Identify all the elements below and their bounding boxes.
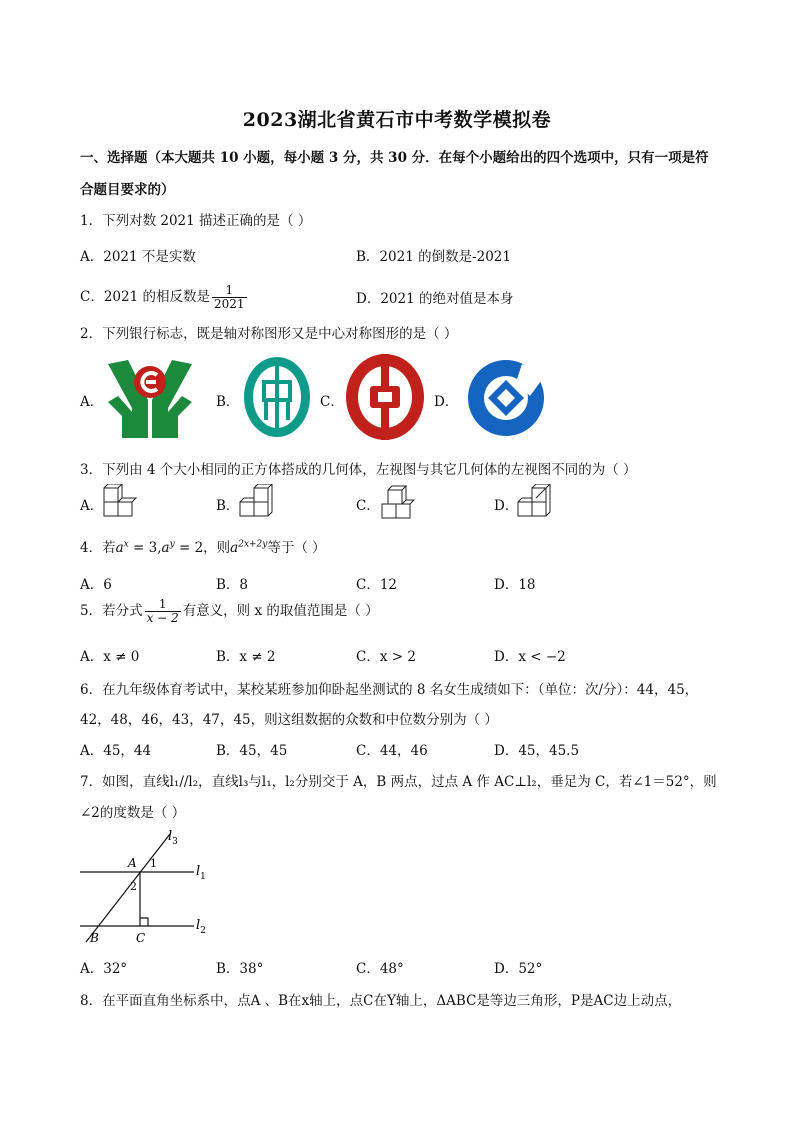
q2-label-b: B． — [216, 394, 240, 410]
q1-option-c — [80, 284, 249, 311]
q7-option-c: C．48° — [356, 961, 404, 977]
q6-option-b: B．45，45 — [216, 743, 288, 759]
q1-option-b: B．2021 的倒数是-2021 — [356, 249, 511, 265]
label-b: B — [90, 931, 99, 945]
q5-option-d: D．x < −2 — [494, 649, 566, 665]
q3-options — [80, 484, 740, 518]
q1-option-a: A．2021 不是实数 — [80, 249, 196, 265]
q1-options-row2 — [80, 278, 740, 312]
q6-option-c: C．44，46 — [356, 743, 428, 759]
q4-option-d: D．18 — [494, 577, 536, 593]
label-c: C — [136, 931, 146, 945]
q4-exp-x: x — [123, 539, 129, 550]
q4-var-a1: a — [115, 540, 124, 556]
q7-stem-line1: 7．如图，直线l₁//l₂，直线l₃与l₁，l₂分别交于 A，B 两点，过点 A 作 AC⊥l₂，垂足为 C，若∠1＝52°，则 — [80, 774, 717, 790]
label-l2: $l_2$ — [196, 918, 206, 936]
q5-fraction — [145, 598, 181, 625]
q4-option-b: B．8 — [216, 577, 249, 593]
q6-option-d: D．45，45.5 — [494, 743, 580, 759]
q3-cube-figure-c — [378, 484, 418, 520]
q7-options — [80, 957, 740, 977]
fraction-numerator: 1 — [145, 598, 181, 612]
q3-cube-figure-b — [238, 484, 278, 518]
q1-option-c-fraction — [212, 284, 247, 311]
label-l3: $l_3$ — [168, 829, 178, 847]
q2-stem: 2．下列银行标志，既是轴对称图形又是中心对称图形的是（ ） — [80, 326, 458, 342]
q6-stem-line1: 6．在九年级体育考试中，某校某班参加仰卧起坐测试的 8 名女生成绩如下：（单位：次/分）：44，45， — [80, 682, 699, 698]
q1-options-row1 — [80, 245, 740, 265]
q2-label-c: C． — [320, 394, 344, 410]
q3-cube-figure-d — [516, 484, 556, 518]
fraction-denominator: 2021 — [213, 297, 245, 311]
q5-stem-prefix: 5．若分式 — [80, 603, 143, 619]
q2-label-a: A． — [80, 394, 104, 410]
label-l1: $l_1$ — [196, 864, 206, 882]
q6-stem-line2: 42，48，46，43，47，45，则这组数据的众数和中位数分别为（ ） — [80, 712, 498, 728]
q3-cube-figure-a — [102, 484, 138, 518]
q4-var-a2: a — [161, 540, 170, 556]
page-title: 2023湖北省黄石市中考数学模拟卷 — [242, 109, 552, 131]
q4-stem-prefix: 4．若 — [80, 540, 116, 556]
q5-options — [80, 645, 740, 665]
q5-stem-suffix: 有意义，则 x 的取值范围是（ ） — [182, 603, 379, 619]
q4-eq2: = 2 — [174, 540, 204, 556]
q1-stem: 1．下列对数 2021 描述正确的是（ ） — [80, 213, 312, 229]
q7-option-b: B．38° — [216, 961, 264, 977]
q5-option-a: A．x ≠ 0 — [80, 649, 140, 665]
q4-eq1: = 3, — [128, 540, 162, 556]
q5-option-c: C．x > 2 — [356, 649, 416, 665]
rural-credit-logo — [100, 352, 200, 440]
label-angle-2: 2 — [130, 880, 137, 893]
section-heading-line2: 合题目要求的） — [80, 182, 175, 198]
q4-option-c: C．12 — [356, 577, 398, 593]
agricultural-bank-logo — [240, 354, 314, 440]
q7-geometry-figure — [78, 826, 218, 948]
q3-label-c: C． — [356, 498, 380, 514]
q6-options — [80, 739, 740, 759]
q3-stem: 3．下列由 4 个大小相同的正方体搭成的几何体，左视图与其它几何体的左视图不同的为（ ） — [80, 462, 637, 478]
q4-stem — [80, 536, 326, 556]
section-heading-line1: 一、选择题（本大题共 10 小题，每小题 3 分，共 30 分．在每个小题给出的四个选项中，只有一项是符 — [80, 150, 709, 166]
bank-of-china-logo — [344, 352, 426, 442]
q7-stem-line2: ∠2的度数是（ ） — [80, 805, 186, 821]
construction-bank-logo — [464, 356, 548, 440]
q4-var-a3: a — [230, 540, 239, 556]
q5-stem — [80, 598, 379, 625]
q4-stem-end: 等于（ ） — [267, 540, 326, 556]
fraction-numerator: 1 — [212, 284, 247, 298]
q7-option-a: A．32° — [80, 961, 128, 977]
q4-exp-y: y — [169, 539, 175, 550]
q4-exp-2x2y: 2x+2y — [238, 539, 268, 550]
q4-option-a: A．6 — [80, 577, 112, 593]
fraction-denominator: x − 2 — [146, 611, 179, 625]
label-a: A — [128, 856, 137, 870]
q6-option-a: A．45，44 — [80, 743, 152, 759]
q3-label-a: A． — [80, 498, 104, 514]
q3-label-d: D． — [494, 498, 519, 514]
q1-option-d: D．2021 的绝对值是本身 — [356, 291, 514, 307]
q8-stem-line1: 8．在平面直角坐标系中，点A 、B在x轴上，点C在Y轴上，ΔABC是等边三角形，P是AC边上动点， — [80, 993, 682, 1009]
q4-options — [80, 573, 740, 593]
q7-option-d: D．52° — [494, 961, 543, 977]
q4-then: ，则 — [203, 540, 231, 556]
q3-label-b: B． — [216, 498, 240, 514]
q1-option-c-text: C．2021 的相反数是 — [80, 289, 210, 305]
label-angle-1: 1 — [150, 857, 157, 870]
q2-label-d: D． — [434, 394, 459, 410]
q5-option-b: B．x ≠ 2 — [216, 649, 276, 665]
